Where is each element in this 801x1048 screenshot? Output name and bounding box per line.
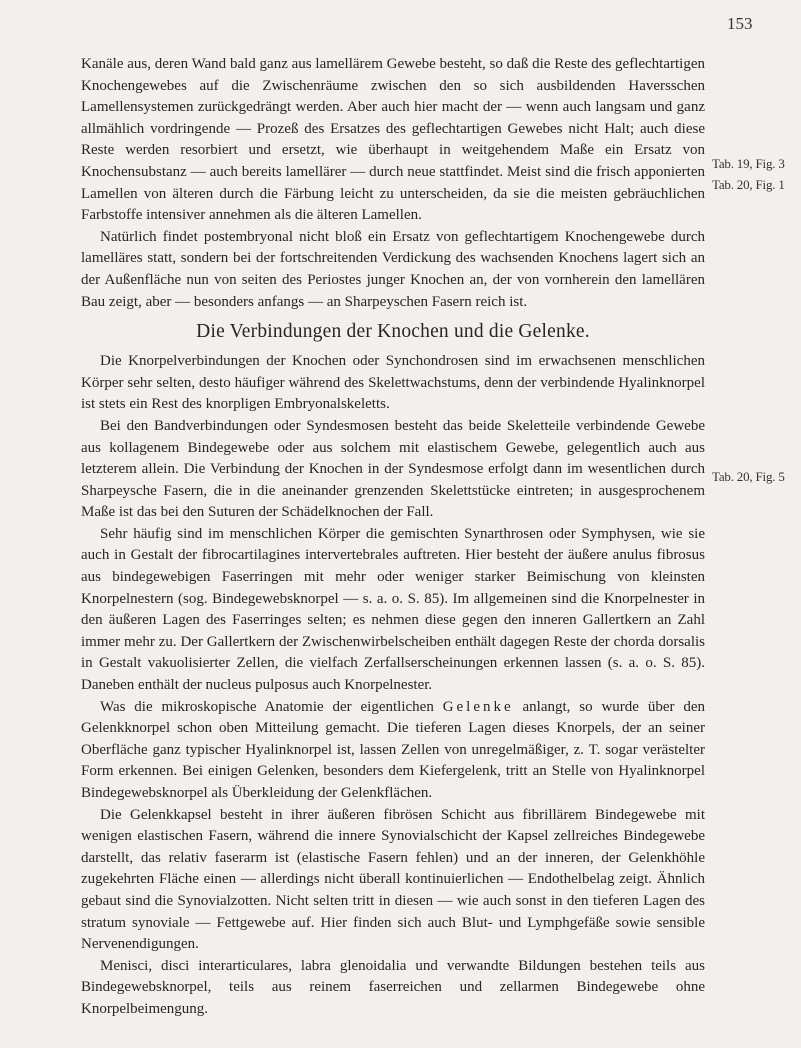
text-column — [81, 54, 705, 1021]
margin-note: Tab. 20, Fig. 1 — [712, 177, 785, 192]
paragraph: Die Gelenkkapsel besteht in ihrer äußeren fibrösen Schicht aus fibrillärem Bindegewebe mit wenigen elastischen Fasern, während die innere Synovialschicht der Kapsel zellreiches Bindegewebe darstellt, das relativ faserarm ist (elastische Fasern fehlen) und an der inneren, der Gelenkhöhle zugekehrten Fläche einen — allerdings nicht überall kontinuierlichen — Endothelbelag zeigt. Ähnlich gebaut sind die Synovialzotten. Nicht selten tritt in diesen — wie auch sonst in den tieferen Lagen des stratum synoviale — Fettgewebe auf. Hier finden sich auch Blut- und Lymphgefäße sowie sensible Nervenendigungen. — [81, 806, 705, 953]
paragraph: Menisci, disci interarticulares, labra glenoidalia und verwandte Bildungen bestehen teils aus Bindegewebsknorpel, teils aus reinem faserreichen und zellarmen Bindegewebe ohne Knorpelbeimengung. — [81, 957, 705, 1017]
paragraph-text: Was die mikroskopische Anatomie der eigentlichen — [100, 698, 443, 715]
paragraph-text: anlangt, so wurde über den Gelenkknorpel schon oben Mitteilung gemacht. Die tieferen Lagen dieses Knorpels, der an seiner Oberfläche ganz typischer Hyalinknorpel ist, lassen Zellen von unregelmäßiger, z. T. sogar verästelter Form erkennen. Bei einigen Gelenken, besonders dem Kiefergelenk, tritt an Stelle von Hyalinknorpel Bindegewebsknorpel als Überkleidung der Gelenkflächen. — [81, 698, 705, 801]
paragraph: Natürlich findet postembryonal nicht bloß ein Ersatz von geflechtartigem Knochengewebe durch lamelläres statt, sondern bei der fortschreitenden Verdickung des wachsenden Knochens lagert sich an der Außenfläche nun von seiten des Periostes junger Knochen an, der von vornherein den lamellären Bau zeigt, aber — besonders anfangs — an Sharpeyschen Fasern reich ist. — [81, 228, 705, 310]
section-heading: Die Verbindungen der Knochen und die Gelenke. — [196, 321, 590, 343]
paragraph: Kanäle aus, deren Wand bald ganz aus lamellärem Gewebe besteht, so daß die Reste des geflechtartigen Knochengewebes auf die Zwischenräume zwischen den so sich ausbildenden Haversschen Lamellensystemen zurückgedrängt werden. Aber auch hier macht der — wenn auch langsam und ganz allmählich vordringende — Prozeß des Ersatzes des geflechtartigen Gewebes nicht Halt; auch diese Reste werden resorbiert und ersetzt, wie überhaupt in weitgehendem Maße ein Ersatz von Knochensubstanz — auch bereits lamellärer — durch neue stattfindet. Meist sind die frisch apponierten Lamellen von älteren durch die Färbung leicht zu unterscheiden, da sie die meisten gebräuchlichen Farbstoffe intensiver annehmen als die älteren Lamellen. — [81, 56, 705, 224]
page-number: 153 — [727, 14, 753, 33]
paragraph: Bei den Bandverbindungen oder Syndesmosen besteht das beide Skeletteile verbindende Gewebe aus kollagenem Bindegewebe oder aus solchem mit elastischem Gewebe, gelegentlich auch aus letzterem allein. Die Verbindung der Knochen in der Syndesmose erfolgt dann im wesentlichen durch Sharpeysche Fasern, die in die aneinander grenzenden Skelettstücke eintreten; in ausgesprochenem Maße ist das bei den Suturen der Schädelknochen der Fall. — [81, 417, 705, 521]
margin-note: Tab. 20, Fig. 5 — [712, 469, 785, 484]
paragraph: Sehr häufig sind im menschlichen Körper die gemischten Synarthrosen oder Symphysen, wie sie auch in Gestalt der fibrocartilagines intervertebrales auftreten. Hier besteht der äußere anulus fibrosus aus bindegewebigen Faserringen mit mehr oder weniger starker Beimischung von kleinsten Knorpelnestern (sog. Bindegewebsknorpel — s. a. o. S. 85). Im allgemeinen sind die Knorpelnester in den äußeren Lagen des Faserringes selten; es nehmen diese gegen den inneren Gallertkern an Zahl immer mehr zu. Der Gallertkern der Zwischenwirbelscheiben enthält dagegen Reste der chorda dorsalis in Gestalt vakuolisierter Zellen, die vielfach Zerfallserscheinungen erkennen lassen (s. a. o. S. 85). Daneben enthält der nucleus pulposus auch Knorpelnester. — [81, 525, 705, 694]
paragraph: Die Knorpelverbindungen der Knochen oder Synchondrosen sind im erwachsenen menschlichen Körper sehr selten, desto häufiger während des Skelettwachstums, denn der verbindende Hyalinknorpel ist stets ein Rest des knorpligen Embryonalskeletts. — [81, 353, 705, 413]
paragraph — [81, 697, 705, 805]
margin-note: Tab. 19, Fig. 3 — [712, 156, 785, 171]
spaced-term: Gelenke — [442, 698, 514, 715]
